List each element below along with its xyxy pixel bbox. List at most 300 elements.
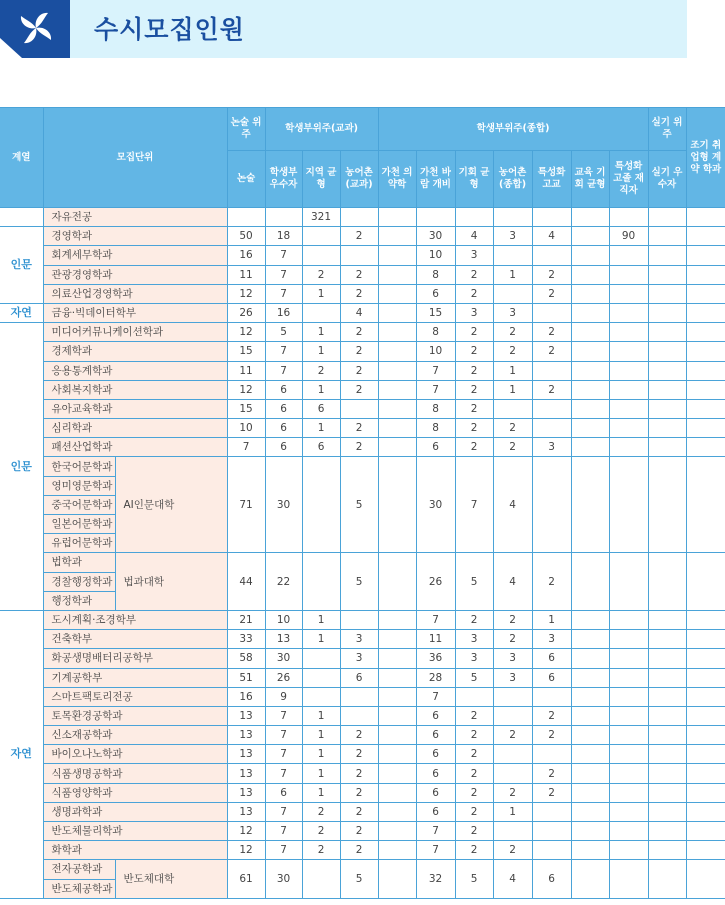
value-cell: 6	[265, 399, 302, 418]
value-cell: 15	[227, 399, 265, 418]
value-cell: 6	[416, 284, 455, 303]
value-cell	[532, 246, 571, 265]
unit-name: 미디어커뮤니케이션학과	[43, 323, 227, 342]
value-cell	[571, 822, 609, 841]
value-cell: 7	[416, 610, 455, 629]
value-cell	[378, 438, 416, 457]
value-cell: 2	[532, 706, 571, 725]
value-cell	[571, 610, 609, 629]
value-cell	[609, 668, 648, 687]
value-cell	[571, 246, 609, 265]
value-cell	[609, 706, 648, 725]
value-cell: 2	[532, 764, 571, 783]
table-row	[0, 706, 725, 725]
value-cell	[609, 802, 648, 821]
value-cell	[571, 764, 609, 783]
value-cell	[648, 783, 686, 802]
value-cell	[532, 419, 571, 438]
value-cell	[648, 342, 686, 361]
value-cell: 2	[493, 630, 532, 649]
value-cell: 12	[227, 284, 265, 303]
value-cell	[378, 610, 416, 629]
value-cell: 10	[265, 610, 302, 629]
value-cell: 13	[227, 745, 265, 764]
value-cell: 12	[227, 841, 265, 860]
value-cell	[686, 419, 725, 438]
value-cell	[378, 745, 416, 764]
value-cell: 3	[455, 246, 493, 265]
value-cell	[532, 687, 571, 706]
page-title: 수시모집인원	[94, 15, 245, 44]
value-cell	[609, 419, 648, 438]
table-row	[0, 668, 725, 687]
value-cell	[648, 246, 686, 265]
value-cell	[493, 764, 532, 783]
value-cell	[648, 610, 686, 629]
unit-name: 반도체공학과	[43, 879, 115, 898]
value-cell: 2	[455, 745, 493, 764]
unit-name: 회계세무학과	[43, 246, 227, 265]
unit-name: 사회복지학과	[43, 380, 227, 399]
value-cell: 1	[302, 342, 340, 361]
table-row	[0, 860, 725, 879]
value-cell: 2	[532, 553, 571, 611]
table-row	[0, 438, 725, 457]
value-cell	[532, 745, 571, 764]
value-cell: 4	[493, 457, 532, 553]
value-cell: 13	[227, 783, 265, 802]
value-cell: 2	[455, 726, 493, 745]
value-cell	[302, 860, 340, 898]
college-name: 반도체대학	[115, 860, 227, 898]
table-row	[0, 783, 725, 802]
value-cell	[686, 457, 725, 553]
value-cell	[378, 668, 416, 687]
unit-name: 식품생명공학과	[43, 764, 227, 783]
value-cell: 1	[302, 783, 340, 802]
value-cell	[571, 419, 609, 438]
value-cell	[571, 841, 609, 860]
value-cell	[571, 342, 609, 361]
unit-name: 생명과학과	[43, 802, 227, 821]
table-row	[0, 246, 725, 265]
value-cell	[493, 687, 532, 706]
value-cell	[648, 860, 686, 898]
value-cell: 26	[416, 553, 455, 611]
value-cell: 58	[227, 649, 265, 668]
value-cell	[493, 822, 532, 841]
value-cell: 2	[532, 342, 571, 361]
header-col: 교육 기회 균형	[571, 151, 609, 208]
unit-name: 패션산업학과	[43, 438, 227, 457]
value-cell	[686, 361, 725, 380]
value-cell	[686, 841, 725, 860]
value-cell: 15	[227, 342, 265, 361]
value-cell: 2	[493, 841, 532, 860]
value-cell: 2	[455, 802, 493, 821]
value-cell: 2	[340, 783, 378, 802]
value-cell: 6	[532, 649, 571, 668]
unit-name: 전자공학과	[43, 860, 115, 879]
table-row	[0, 361, 725, 380]
value-cell	[378, 841, 416, 860]
value-cell: 22	[265, 553, 302, 611]
value-cell	[493, 706, 532, 725]
value-cell: 2	[455, 361, 493, 380]
value-cell	[648, 399, 686, 418]
value-cell: 15	[416, 303, 455, 322]
unit-name: 법학과	[43, 553, 115, 572]
value-cell: 2	[455, 380, 493, 399]
value-cell	[378, 284, 416, 303]
value-cell: 3	[493, 303, 532, 322]
value-cell: 3	[532, 438, 571, 457]
value-cell: 2	[340, 323, 378, 342]
value-cell: 4	[493, 553, 532, 611]
value-cell	[609, 208, 648, 227]
value-cell: 2	[455, 399, 493, 418]
value-cell: 6	[265, 419, 302, 438]
value-cell: 8	[416, 399, 455, 418]
value-cell	[493, 399, 532, 418]
value-cell: 7	[227, 438, 265, 457]
header-col: 기회 균형	[455, 151, 493, 208]
value-cell	[686, 860, 725, 898]
value-cell: 6	[340, 668, 378, 687]
value-cell	[378, 246, 416, 265]
value-cell	[340, 246, 378, 265]
value-cell: 7	[265, 246, 302, 265]
table-row	[0, 265, 725, 284]
value-cell: 2	[302, 822, 340, 841]
value-cell	[571, 208, 609, 227]
value-cell	[571, 399, 609, 418]
value-cell	[378, 399, 416, 418]
value-cell: 2	[455, 419, 493, 438]
value-cell: 2	[340, 841, 378, 860]
value-cell: 1	[302, 630, 340, 649]
value-cell: 30	[416, 457, 455, 553]
value-cell	[686, 745, 725, 764]
value-cell	[686, 438, 725, 457]
value-cell	[340, 706, 378, 725]
table-row	[0, 630, 725, 649]
value-cell	[648, 745, 686, 764]
value-cell	[609, 745, 648, 764]
value-cell	[648, 303, 686, 322]
value-cell: 13	[227, 764, 265, 783]
value-cell: 6	[265, 380, 302, 399]
value-cell: 13	[227, 726, 265, 745]
value-cell	[571, 726, 609, 745]
value-cell: 2	[340, 726, 378, 745]
value-cell: 26	[227, 303, 265, 322]
value-cell	[609, 246, 648, 265]
table-row	[0, 342, 725, 361]
value-cell: 3	[493, 227, 532, 246]
value-cell	[532, 361, 571, 380]
value-cell	[340, 610, 378, 629]
value-cell	[532, 822, 571, 841]
value-cell: 1	[493, 380, 532, 399]
value-cell	[378, 208, 416, 227]
value-cell: 12	[227, 380, 265, 399]
value-cell: 2	[532, 265, 571, 284]
table-row	[0, 457, 725, 476]
value-cell: 2	[340, 227, 378, 246]
value-cell	[609, 822, 648, 841]
table-row	[0, 802, 725, 821]
unit-name: 기계공학부	[43, 668, 227, 687]
value-cell: 2	[493, 610, 532, 629]
category-label	[0, 208, 43, 227]
value-cell: 2	[340, 265, 378, 284]
value-cell: 7	[416, 822, 455, 841]
header-col: 특성화 고교	[532, 151, 571, 208]
value-cell	[455, 208, 493, 227]
header-col: 가천 바람 개비	[416, 151, 455, 208]
value-cell	[609, 265, 648, 284]
value-cell: 12	[227, 323, 265, 342]
value-cell: 8	[416, 419, 455, 438]
value-cell: 5	[340, 553, 378, 611]
table-row	[0, 227, 725, 246]
value-cell	[648, 668, 686, 687]
unit-name: 식품영양학과	[43, 783, 227, 802]
value-cell	[532, 802, 571, 821]
value-cell	[648, 265, 686, 284]
value-cell: 2	[493, 342, 532, 361]
unit-name: 일본어문학과	[43, 515, 115, 534]
value-cell	[571, 553, 609, 611]
value-cell: 6	[265, 783, 302, 802]
value-cell	[686, 303, 725, 322]
value-cell: 1	[302, 764, 340, 783]
value-cell	[648, 764, 686, 783]
value-cell	[648, 841, 686, 860]
value-cell: 2	[493, 323, 532, 342]
value-cell: 30	[265, 457, 302, 553]
value-cell	[609, 610, 648, 629]
header-group-essay: 논술 위주	[227, 108, 265, 151]
value-cell: 5	[455, 860, 493, 898]
value-cell: 28	[416, 668, 455, 687]
value-cell	[648, 361, 686, 380]
value-cell	[648, 438, 686, 457]
value-cell: 7	[416, 361, 455, 380]
table-row	[0, 323, 725, 342]
value-cell: 6	[416, 745, 455, 764]
value-cell: 2	[455, 323, 493, 342]
value-cell	[648, 380, 686, 399]
value-cell: 2	[340, 764, 378, 783]
value-cell	[493, 745, 532, 764]
value-cell: 2	[532, 284, 571, 303]
value-cell: 7	[455, 457, 493, 553]
value-cell: 2	[340, 380, 378, 399]
unit-name: 경제학과	[43, 342, 227, 361]
table-row	[0, 284, 725, 303]
value-cell: 50	[227, 227, 265, 246]
value-cell	[686, 764, 725, 783]
value-cell: 3	[455, 649, 493, 668]
pinwheel-icon	[18, 6, 54, 50]
value-cell: 9	[265, 687, 302, 706]
recruitment-table	[0, 107, 725, 899]
value-cell	[686, 802, 725, 821]
value-cell	[378, 265, 416, 284]
value-cell	[609, 303, 648, 322]
value-cell: 6	[302, 438, 340, 457]
value-cell: 2	[532, 380, 571, 399]
header-unit: 모집단위	[43, 108, 227, 208]
value-cell	[378, 726, 416, 745]
value-cell	[648, 706, 686, 725]
unit-name: 한국어문학과	[43, 457, 115, 476]
header-col: 농어촌 (교과)	[340, 151, 378, 208]
value-cell	[571, 438, 609, 457]
value-cell: 6	[416, 706, 455, 725]
value-cell	[648, 802, 686, 821]
value-cell: 2	[493, 419, 532, 438]
value-cell: 7	[265, 822, 302, 841]
value-cell: 71	[227, 457, 265, 553]
value-cell	[302, 227, 340, 246]
value-cell	[571, 802, 609, 821]
value-cell: 4	[455, 227, 493, 246]
unit-name: 의료산업경영학과	[43, 284, 227, 303]
value-cell	[648, 649, 686, 668]
value-cell: 2	[455, 841, 493, 860]
value-cell: 3	[340, 649, 378, 668]
value-cell	[686, 706, 725, 725]
value-cell: 21	[227, 610, 265, 629]
value-cell	[340, 208, 378, 227]
unit-name: 화공생명배터리공학부	[43, 649, 227, 668]
value-cell	[686, 668, 725, 687]
value-cell	[302, 457, 340, 553]
value-cell	[571, 380, 609, 399]
unit-name: 영미영문학과	[43, 476, 115, 495]
value-cell	[378, 457, 416, 553]
value-cell: 2	[302, 265, 340, 284]
value-cell: 2	[302, 361, 340, 380]
value-cell	[609, 399, 648, 418]
value-cell: 1	[532, 610, 571, 629]
value-cell: 7	[265, 802, 302, 821]
value-cell: 3	[493, 649, 532, 668]
value-cell: 7	[265, 841, 302, 860]
value-cell	[493, 208, 532, 227]
value-cell	[609, 553, 648, 611]
value-cell	[416, 208, 455, 227]
value-cell: 5	[265, 323, 302, 342]
value-cell	[609, 649, 648, 668]
value-cell	[378, 706, 416, 725]
value-cell: 2	[340, 822, 378, 841]
value-cell: 90	[609, 227, 648, 246]
value-cell	[571, 649, 609, 668]
table-row	[0, 208, 725, 227]
value-cell	[302, 649, 340, 668]
value-cell: 7	[265, 361, 302, 380]
header-col: 논술	[227, 151, 265, 208]
value-cell: 36	[416, 649, 455, 668]
value-cell: 2	[455, 783, 493, 802]
value-cell: 2	[493, 438, 532, 457]
value-cell: 1	[302, 706, 340, 725]
value-cell: 4	[532, 227, 571, 246]
category-label: 자연	[0, 303, 43, 322]
value-cell	[378, 630, 416, 649]
value-cell: 10	[416, 342, 455, 361]
table-body	[0, 208, 725, 899]
value-cell	[571, 227, 609, 246]
value-cell	[571, 361, 609, 380]
value-cell	[532, 208, 571, 227]
table-row	[0, 687, 725, 706]
value-cell: 2	[340, 419, 378, 438]
unit-name: 유럽어문학과	[43, 534, 115, 553]
value-cell: 1	[302, 323, 340, 342]
value-cell: 2	[455, 764, 493, 783]
value-cell: 2	[532, 783, 571, 802]
unit-name: 심리학과	[43, 419, 227, 438]
value-cell	[378, 227, 416, 246]
value-cell: 6	[302, 399, 340, 418]
table-row	[0, 419, 725, 438]
value-cell	[609, 764, 648, 783]
value-cell	[378, 649, 416, 668]
value-cell: 5	[455, 553, 493, 611]
unit-name: 행정학과	[43, 591, 115, 610]
value-cell: 2	[493, 783, 532, 802]
value-cell	[609, 726, 648, 745]
value-cell	[686, 822, 725, 841]
value-cell	[686, 610, 725, 629]
value-cell: 2	[455, 265, 493, 284]
value-cell	[609, 323, 648, 342]
value-cell: 1	[302, 745, 340, 764]
value-cell: 2	[340, 284, 378, 303]
value-cell: 7	[265, 726, 302, 745]
header-category: 계열	[0, 108, 43, 208]
value-cell: 5	[340, 457, 378, 553]
category-label: 자연	[0, 610, 43, 898]
unit-name: 자유전공	[43, 208, 227, 227]
value-cell: 2	[455, 706, 493, 725]
value-cell	[378, 419, 416, 438]
value-cell: 61	[227, 860, 265, 898]
value-cell: 2	[493, 726, 532, 745]
value-cell	[609, 342, 648, 361]
value-cell: 2	[340, 342, 378, 361]
value-cell	[378, 553, 416, 611]
value-cell	[571, 630, 609, 649]
value-cell: 4	[340, 303, 378, 322]
value-cell	[648, 284, 686, 303]
value-cell	[609, 841, 648, 860]
value-cell: 3	[532, 630, 571, 649]
value-cell	[609, 380, 648, 399]
value-cell	[571, 457, 609, 553]
value-cell: 7	[416, 841, 455, 860]
value-cell	[686, 399, 725, 418]
value-cell	[302, 246, 340, 265]
value-cell: 16	[227, 687, 265, 706]
value-cell: 5	[455, 668, 493, 687]
value-cell: 2	[302, 802, 340, 821]
